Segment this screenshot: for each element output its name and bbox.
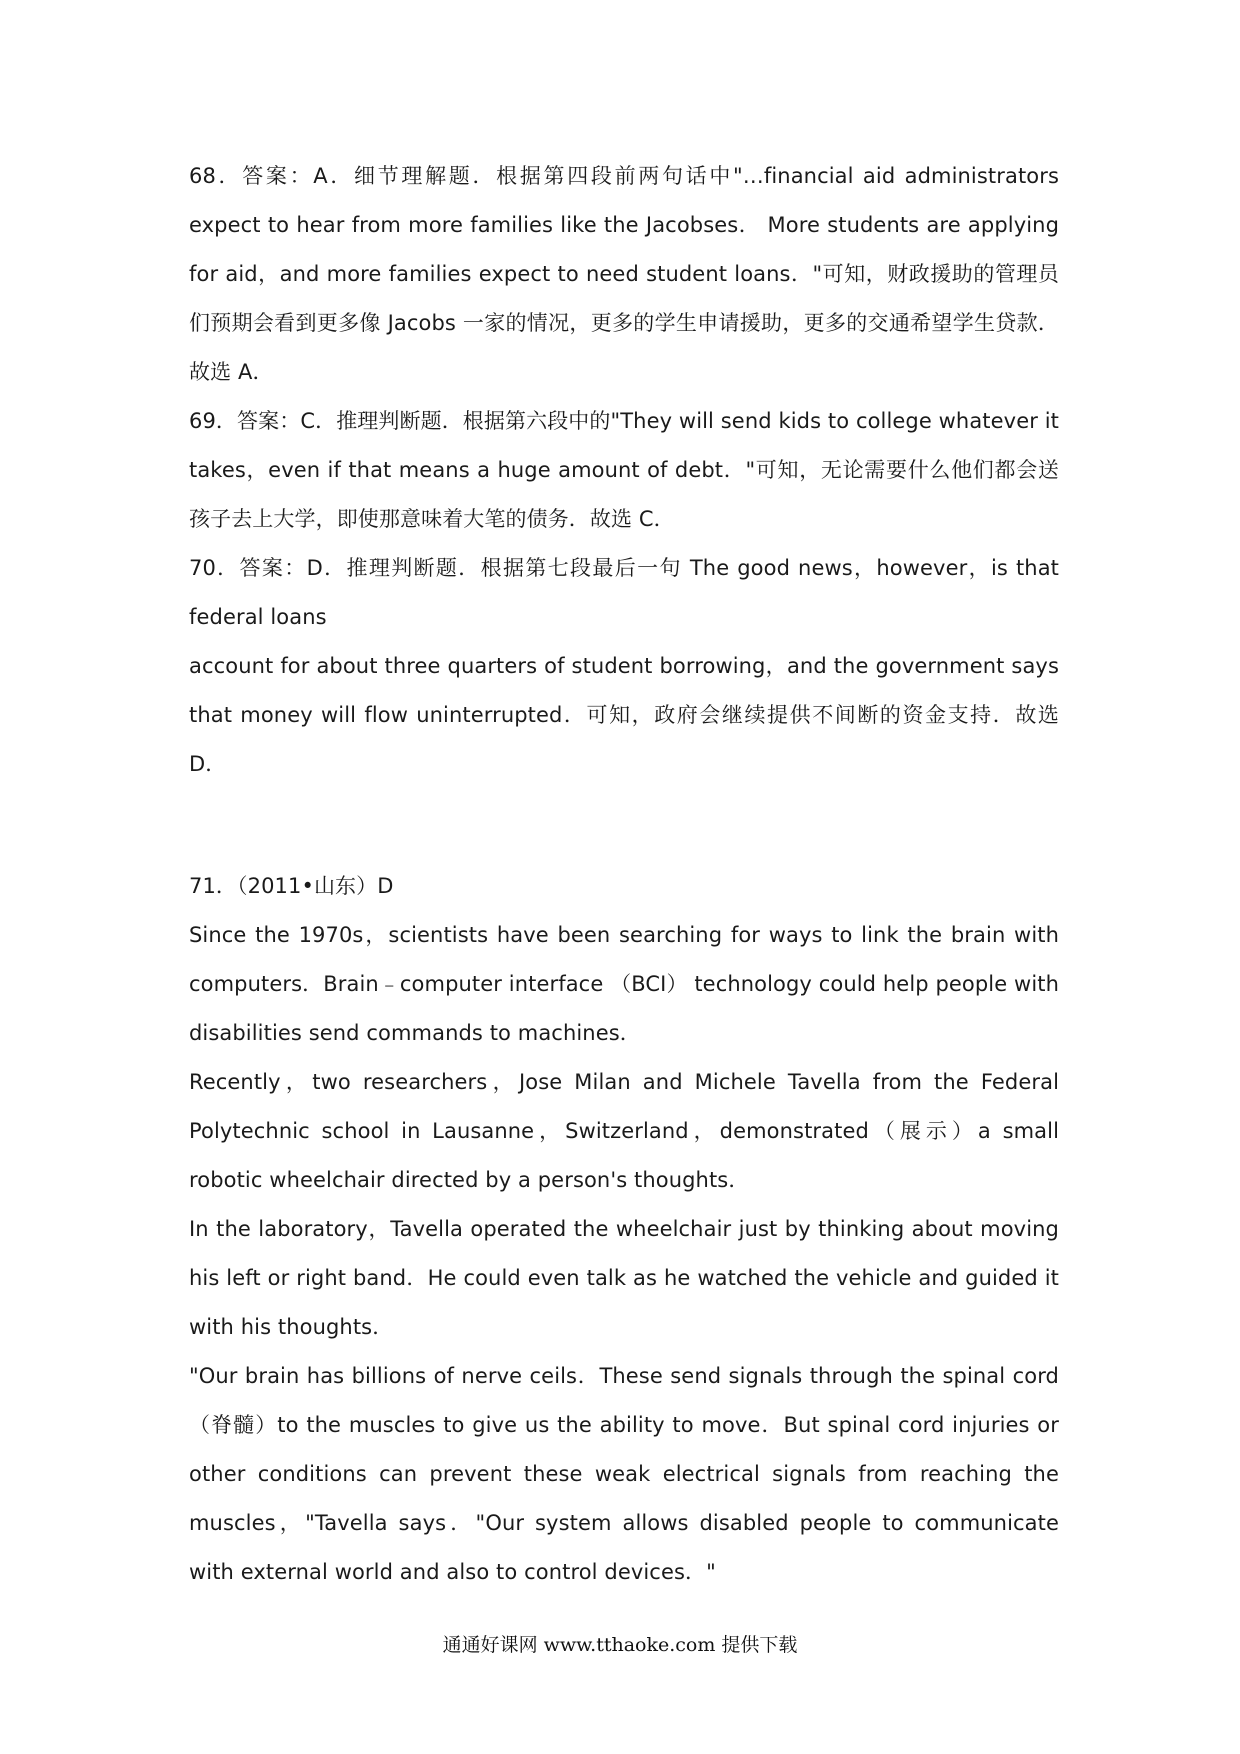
passage-paragraph: In the laboratory，Tavella operated the wheelchair just by thinking about moving his left or right band．He could even talk as he watched the vehicle and guided it with his thoughts． <box>189 1217 1059 1339</box>
page-footer: 通通好课网 www.tthaoke.com 提供下载 <box>442 1634 798 1656</box>
answer-68: 68．答案：A．细节理解题．根据第四段前两句话中"…financial aid administrators expect to hear from more families like the Jacobses． More students are applying for aid，and more families expect to need student loans．"可知，财政援助的管理员们预期会看到更多像 Jacobs 一家的情况，更多的学生申请援助，更多的交通希望学生贷款．故选 A． <box>189 164 1059 384</box>
document-body <box>189 152 1059 1597</box>
passage-paragraph: Recently，two researchers，Jose Milan and Michele Tavella from the Federal Polytechnic school in Lausanne，Switzerland，demonstrated（展示）a small robotic wheelchair directed by a person's thoughts． <box>189 1070 1059 1192</box>
answer-70: 70．答案：D．推理判断题．根据第七段最后一句 The good news，however，is that federal loans <box>189 556 1059 629</box>
section-gap <box>189 789 1059 862</box>
answer-69: 69．答案：C．推理判断题．根据第六段中的"They will send kids to college whatever it takes，even if that means a huge amount of debt．"可知，无论需要什么他们都会送孩子去上大学，即使那意味着大笔的债务．故选 C． <box>189 409 1059 531</box>
answer-70-continued: account for about three quarters of student borrowing，and the government says that money will flow uninterrupted．可知，政府会继续提供不间断的资金支持．故选 D． <box>189 654 1059 776</box>
passage-paragraph: "Our brain has billions of nerve ceils．These send signals through the spinal cord （脊髓）to the muscles to give us the ability to move．But spinal cord injuries or other conditions can prevent these weak electrical signals from reaching the muscles，"Tavella says．"Our system allows disabled people to communicate with external world and also to control devices．" <box>189 1364 1059 1584</box>
passage-heading: 71．（2011•山东）D <box>189 874 394 898</box>
passage-paragraph: Since the 1970s，scientists have been searching for ways to link the brain with computers．Brain﹣computer interface （BCI） technology could help people with disabilities send commands to machines． <box>189 923 1059 1045</box>
